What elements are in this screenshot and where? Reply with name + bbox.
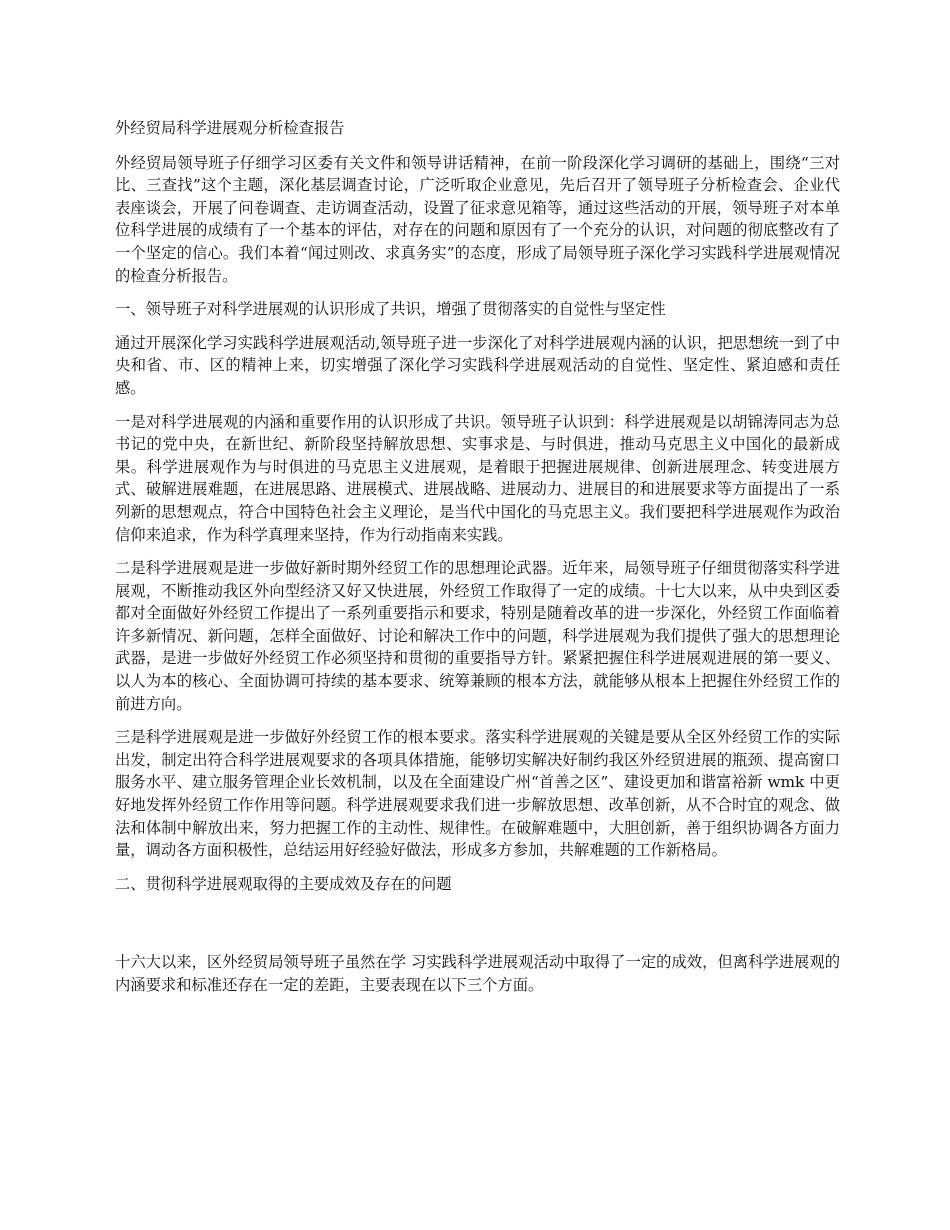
- intro-paragraph: 外经贸局领导班子仔细学习区委有关文件和领导讲话精神，在前一阶段深化学习调研的基础上，围绕“三对比、三查找”这个主题，深化基层调查讨论，广泛听取企业意见，先后召开了领导班子分析检查会、企业代表座谈会，开展了问卷调查、走访调查活动，设置了征求意见箱等，通过这些活动的开展，领导班子对本单位科学进展的成绩有了一个基本的评估，对存在的问题和原因有了一个充分的认识，对问题的彻底整改有了一个坚定的信心。我们本着“闻过则改、求真务实”的态度，形成了局领导班子深化学习实践科学进展观情况的检查分析报告。: [115, 153, 840, 285]
- point-3-paragraph: 三是科学进展观是进一步做好外经贸工作的根本要求。落实科学进展观的关键是要从全区外经贸工作的实际出发，制定出符合科学进展观要求的各项具体措施，能够切实解决好制约我区外经贸进展的瓶颈、提高窗口服务水平、建立服务管理企业长效机制，以及在全面建设广州“首善之区”、建设更加和谐富裕新 wmk 中更好地发挥外经贸工作作用等问题。科学进展观要求我们进一步解放思想、改革创新，从不合时宜的观念、做法和体制中解放出来，努力把握工作的主动性、规律性。在破解难题中，大胆创新，善于组织协调各方面力量，调动各方面积极性，总结运用好经验好做法，形成多方参加，共解难题的工作新格局。: [115, 728, 840, 860]
- section-heading-2: 二、贯彻科学进展观取得的主要成效及存在的问题: [115, 874, 452, 893]
- section-2-paragraph: 十六大以来，区外经贸局领导班子虽然在学 习实践科学进展观活动中取得了一定的成效，但离科学进展观的内涵要求和标准还存在一定的差距，主要表现在以下三个方面。: [115, 953, 840, 994]
- point-1-paragraph: 一是对科学进展观的内涵和重要作用的认识形成了共识。领导班子认识到：科学进展观是以胡锦涛同志为总书记的党中央，在新世纪、新阶段坚持解放思想、实事求是、与时俱进，推动马克思主义中国化的最新成果。科学进展观作为与时俱进的马克思主义进展观，是着眼于把握进展规律、创新进展理念、转变进展方式、破解进展难题，在进展思路、进展模式、进展战略、进展动力、进展目的和进展要求等方面提出了一系列新的思想观点，符合中国特色社会主义理论，是当代中国化的马克思主义。我们要把科学进展观作为政治信仰来追求，作为科学真理来坚持，作为行动指南来实践。: [115, 412, 840, 544]
- section-1-paragraph: 通过开展深化学习实践科学进展观活动,领导班子进一步深化了对科学进展观内涵的认识，把思想统一到了中央和省、市、区的精神上来，切实增强了深化学习实践科学进展观活动的自觉性、坚定性、紧迫感和责任感。: [115, 333, 840, 397]
- document-page: [115, 117, 840, 1008]
- document-title: 外经贸局科学进展观分析检查报告: [115, 119, 345, 137]
- section-heading-1: 一、领导班子对科学进展观的认识形成了共识，增强了贯彻落实的自觉性与坚定性: [115, 300, 666, 319]
- blank-space: [115, 906, 840, 951]
- point-2-paragraph: 二是科学进展观是进一步做好新时期外经贸工作的思想理论武器。近年来，局领导班子仔细贯彻落实科学进展观，不断推动我区外向型经济又好又快进展，外经贸工作取得了一定的成绩。十七大以来，从中央到区委都对全面做好外经贸工作提出了一系列重要指示和要求，特别是随着改革的进一步深化，外经贸工作面临着许多新情况、新问题，怎样全面做好、讨论和解决工作中的问题，科学进展观为我们提供了强大的思想理论武器，是进一步做好外经贸工作必须坚持和贯彻的重要指导方针。紧紧把握住科学进展观进展的第一要义、以人为本的核心、全面协调可持续的基本要求、统筹兼顾的根本方法，就能够从根本上把握住外经贸工作的前进方向。: [115, 559, 840, 713]
